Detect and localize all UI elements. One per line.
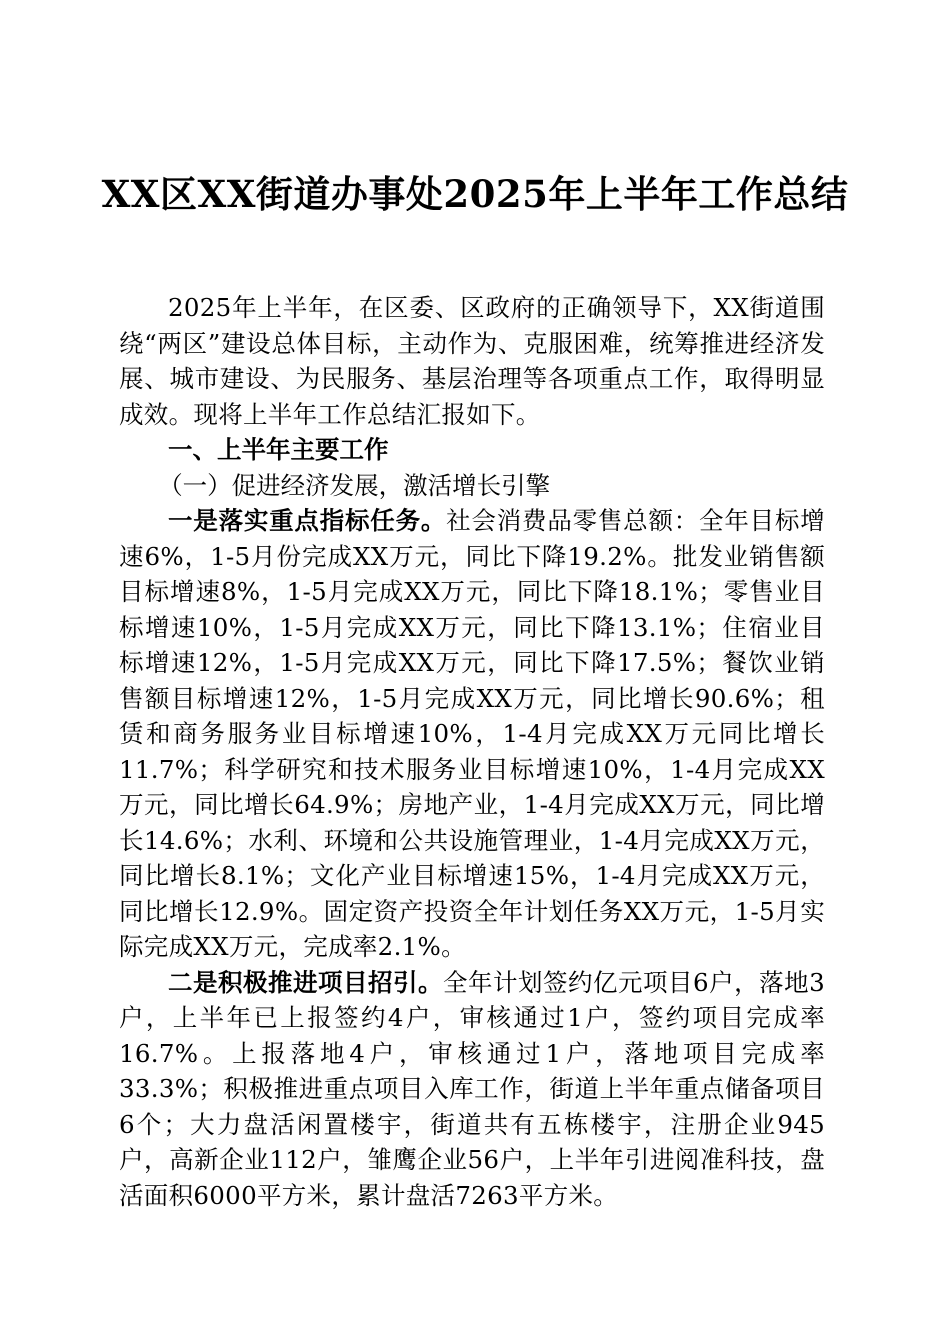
document-title: XX区XX街道办事处2025年上半年工作总结: [101, 172, 849, 216]
paragraph-item-1: [119, 503, 825, 965]
paragraph-text: 全年计划签约亿元项目6户，落地3户，上半年已上报签约4户，审核通过1户，签约项目完成率16.7%。上报落地4户，审核通过1户，落地项目完成率33.3%；积极推进重点项目入库工作，街道上半年重点储备项目6个；大力盘活闲置楼宇，街道共有五栋楼宇，注册企业945户，高新企业112户，雏鹰企业56户，上半年引进阅准科技，盘活面积6000平方米，累计盘活7263平方米。: [119, 967, 825, 1210]
intro-paragraph: 2025年上半年，在区委、区政府的正确领导下，XX街道围绕“两区”建设总体目标，主动作为、克服困难，统筹推进经济发展、城市建设、为民服务、基层治理等各项重点工作，取得明显成效。现将上半年工作总结汇报如下。: [119, 293, 825, 429]
paragraph-text: 社会消费品零售总额：全年目标增速6%，1-5月份完成XX万元，同比下降19.2%。批发业销售额目标增速8%，1-5月完成XX万元，同比下降18.1%；零售业目标增速10%，1-5月完成XX万元，同比下降13.1%；住宿业目标增速12%，1-5月完成XX万元，同比下降17.5%；餐饮业销售额目标增速12%，1-5月完成XX万元，同比增长90.6%；租赁和商务服务业目标增速10%，1-4月完成XX万元同比增长11.7%；科学研究和技术服务业目标增速10%，1-4月完成XX万元，同比增长64.9%；房地产业，1-4月完成XX万元，同比增长14.6%；水利、环境和公共设施管理业，1-4月完成XX万元，同比增长8.1%；文化产业目标增速15%，1-4月完成XX万元，同比增长12.9%。固定资产投资全年计划任务XX万元，1-5月实际完成XX万元，完成率2.1%。: [119, 506, 825, 961]
paragraph-lead: 一是落实重点指标任务。: [168, 506, 447, 535]
paragraph-item-2: [119, 965, 825, 1214]
section-heading: 一、上半年主要工作: [168, 435, 389, 464]
paragraph-lead: 二是积极推进项目招引。: [168, 967, 443, 997]
document-body: [119, 290, 825, 1213]
subsection-heading: （一）促进经济发展，激活增长引擎: [158, 470, 551, 500]
